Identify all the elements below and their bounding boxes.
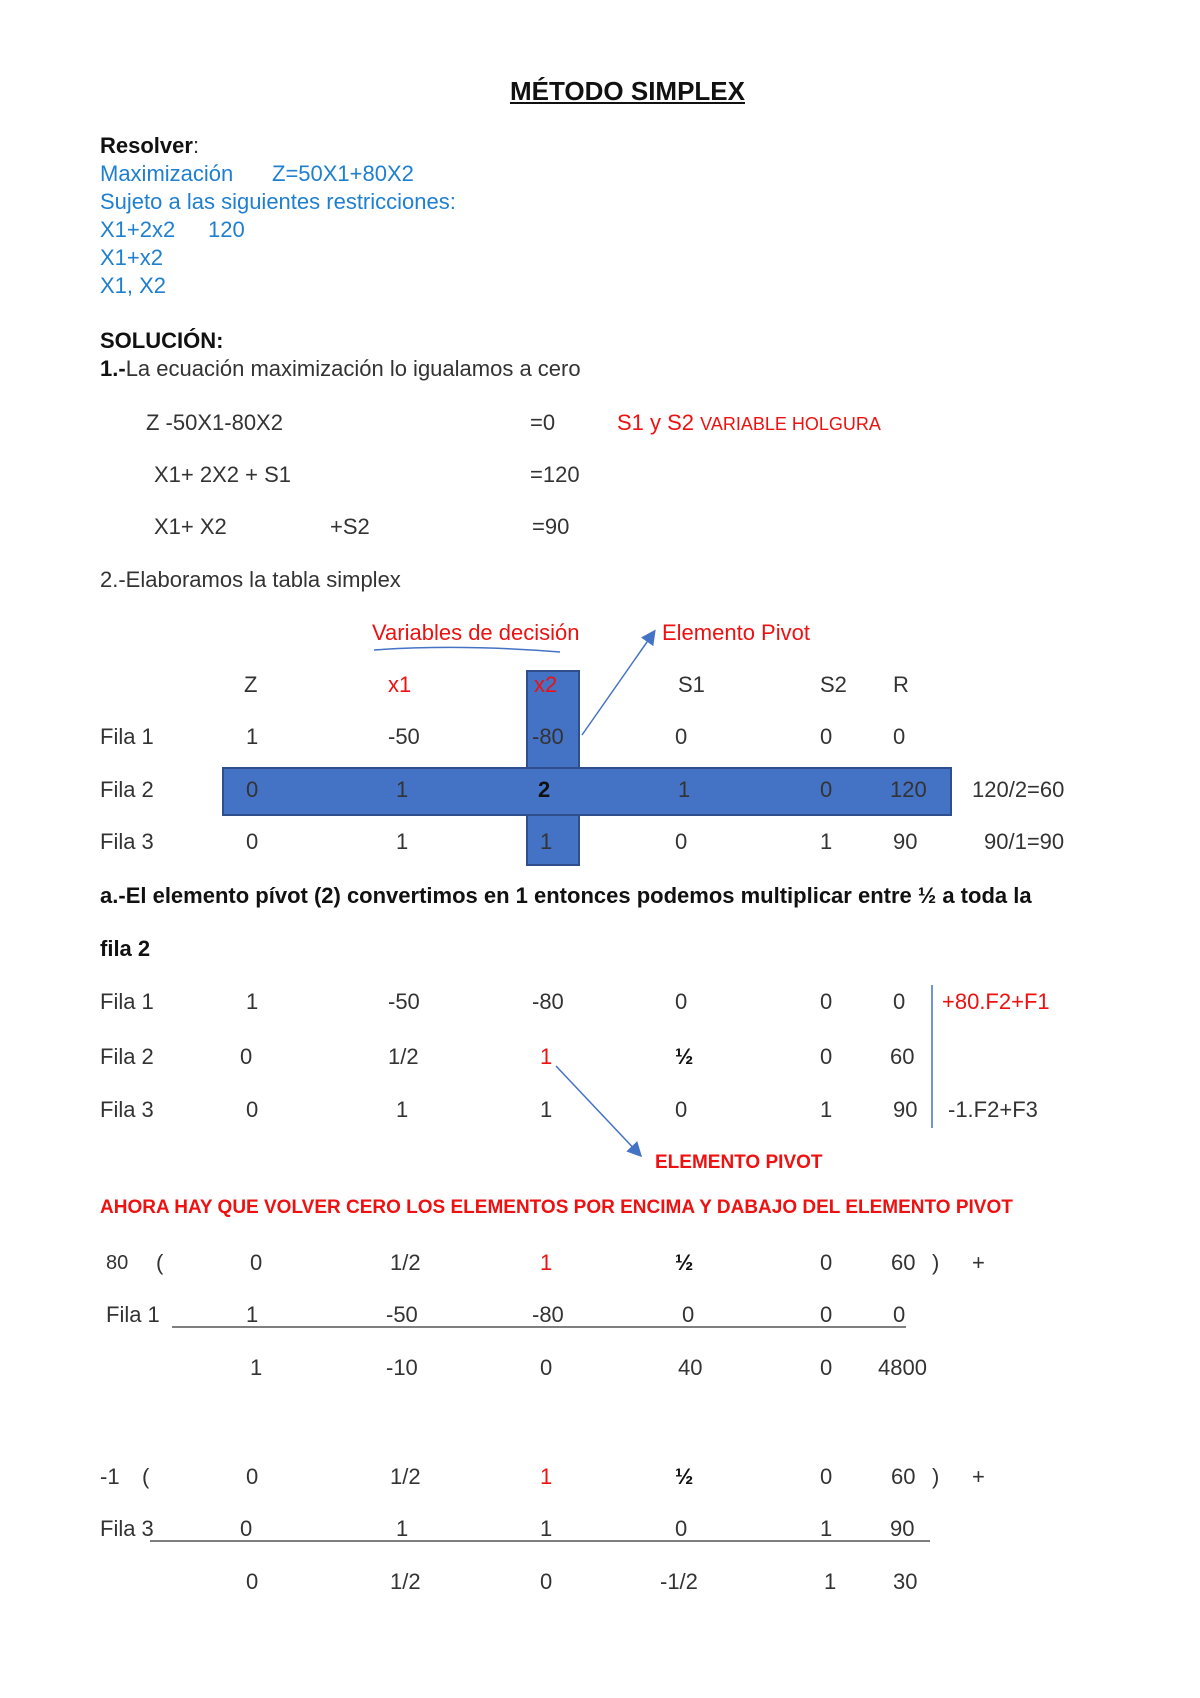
- plus-sign: +: [972, 1250, 985, 1275]
- table2-cell: 0: [675, 1097, 688, 1122]
- table1-cell: 1: [820, 829, 833, 854]
- multiplier: 80: [106, 1252, 129, 1274]
- table1-row-label: Fila 3: [100, 829, 154, 854]
- subject-to: Sujeto a las siguientes restricciones:: [100, 189, 456, 214]
- table1-cell: 1: [396, 829, 409, 854]
- result-cell: -1/2: [660, 1569, 698, 1594]
- pivot-element-caption: ELEMENTO PIVOT: [655, 1152, 823, 1173]
- table2-cell: 1: [246, 989, 259, 1014]
- result-cell: 40: [678, 1355, 703, 1380]
- open-paren: (: [142, 1464, 150, 1489]
- table2-cell: 1: [820, 1097, 833, 1122]
- result-cell: 30: [893, 1569, 918, 1594]
- op-cell: 0: [820, 1302, 833, 1327]
- table1-cell: -50: [388, 724, 420, 749]
- equation-3-slack: +S2: [330, 514, 370, 539]
- header-x2: x2: [534, 672, 558, 697]
- equation-2-lhs: X1+ 2X2 + S1: [154, 462, 291, 487]
- table2-cell: 0: [893, 989, 906, 1014]
- op-cell: 0: [240, 1516, 253, 1541]
- op-cell: ½: [675, 1464, 694, 1489]
- open-paren: (: [156, 1250, 164, 1275]
- op-cell: -80: [532, 1302, 564, 1327]
- result-cell: -10: [386, 1355, 418, 1380]
- table1-cell: 0: [675, 829, 688, 854]
- result-cell: 0: [246, 1569, 259, 1594]
- op-cell: ½: [675, 1250, 694, 1275]
- table1-cell: 90: [893, 829, 918, 854]
- op-cell: -50: [386, 1302, 418, 1327]
- decision-variables-underline: [374, 647, 560, 652]
- result-cell: 1/2: [390, 1569, 421, 1594]
- op-cell: 0: [250, 1250, 263, 1275]
- resolver-heading: Resolver:: [100, 133, 200, 158]
- header-r: R: [893, 672, 909, 697]
- table2-cell: ½: [675, 1044, 694, 1069]
- header-s1: S1: [678, 672, 705, 697]
- table1-cell: 1: [246, 724, 259, 749]
- step-2: 2.-Elaboramos la tabla simplex: [100, 567, 401, 592]
- header-z: Z: [244, 672, 258, 697]
- pivot-arrow: [582, 632, 654, 735]
- table1-cell: -80: [532, 724, 564, 749]
- table1-cell: 1: [678, 777, 691, 802]
- step-a: a.-El elemento pívot (2) convertimos en 1 entonces podemos multiplicar entre ½ a toda la: [100, 883, 1032, 908]
- op-cell: 60: [891, 1250, 916, 1275]
- op-cell: 1: [820, 1516, 833, 1541]
- table2-cell: 1/2: [388, 1044, 419, 1069]
- multiplier: -1: [100, 1464, 120, 1489]
- table2-cell: 0: [820, 989, 833, 1014]
- table1-cell: 0: [893, 724, 906, 749]
- op-cell: 90: [890, 1516, 915, 1541]
- constraint-1-rhs: 120: [208, 217, 245, 242]
- table1-cell: 0: [820, 724, 833, 749]
- result-cell: 4800: [878, 1355, 927, 1380]
- op-cell: 1: [540, 1464, 553, 1489]
- op-cell: 1/2: [390, 1250, 421, 1275]
- result-cell: 1: [250, 1355, 263, 1380]
- table2-cell: 60: [890, 1044, 915, 1069]
- op-cell: 1: [540, 1250, 553, 1275]
- op-cell: 0: [893, 1302, 906, 1327]
- pivot-element: 2: [538, 777, 551, 802]
- ratio-test: 90/1=90: [984, 829, 1065, 854]
- page-title: MÉTODO SIMPLEX: [510, 76, 745, 106]
- constraint-3: X1, X2: [100, 273, 167, 298]
- op-cell: 0: [820, 1250, 833, 1275]
- result-cell: 0: [540, 1569, 553, 1594]
- table1-cell: 120: [890, 777, 927, 802]
- result-cell: 0: [540, 1355, 553, 1380]
- table2-cell: 0: [246, 1097, 259, 1122]
- constraint-1-lhs: X1+2x2: [100, 217, 176, 242]
- equation-1-rhs: =0: [530, 410, 556, 435]
- table2-cell: 0: [240, 1044, 253, 1069]
- table1-cell: 0: [675, 724, 688, 749]
- table2-row-label: Fila 1: [100, 989, 154, 1014]
- op-cell: 0: [675, 1516, 688, 1541]
- close-paren: ): [932, 1250, 940, 1275]
- op-cell: 1: [396, 1516, 409, 1541]
- op-row-label: Fila 3: [100, 1516, 154, 1541]
- equation-3-rhs: =90: [532, 514, 570, 539]
- equation-2-rhs: =120: [530, 462, 580, 487]
- objective-label: Maximización: [100, 161, 234, 186]
- op-cell: 0: [820, 1464, 833, 1489]
- op-cell: 60: [891, 1464, 916, 1489]
- table2-cell: 1: [540, 1097, 553, 1122]
- table2-cell: 0: [820, 1044, 833, 1069]
- result-cell: 0: [820, 1355, 833, 1380]
- table2-cell: 0: [675, 989, 688, 1014]
- decision-variables-label: Variables de decisión: [372, 620, 580, 645]
- table1-row-label: Fila 1: [100, 724, 154, 749]
- table2-cell: 90: [893, 1097, 918, 1122]
- instruction: AHORA HAY QUE VOLVER CERO LOS ELEMENTOS POR ENCIMA Y DABAJO DEL ELEMENTO PIVOT: [100, 1197, 1013, 1218]
- op-cell: 0: [246, 1464, 259, 1489]
- row-operation: +80.F2+F1: [942, 989, 1050, 1014]
- slack-note: S1 y S2 VARIABLE HOLGURA: [617, 410, 881, 435]
- row-operation: -1.F2+F3: [948, 1097, 1038, 1122]
- op-row-label: Fila 1: [106, 1302, 160, 1327]
- equation-1-lhs: Z -50X1-80X2: [146, 410, 283, 435]
- table2-cell: -80: [532, 989, 564, 1014]
- plus-sign: +: [972, 1464, 985, 1489]
- table1-cell: 0: [820, 777, 833, 802]
- op-cell: 1: [540, 1516, 553, 1541]
- table2-cell: -50: [388, 989, 420, 1014]
- table1-cell: 1: [540, 829, 553, 854]
- ratio-test: 120/2=60: [972, 777, 1065, 802]
- new-pivot-element: 1: [540, 1044, 553, 1069]
- solution-heading: SOLUCIÓN:: [100, 328, 224, 353]
- op-cell: 0: [682, 1302, 695, 1327]
- op-cell: 1/2: [390, 1464, 421, 1489]
- new-pivot-arrow: [556, 1066, 640, 1155]
- pivot-element-label: Elemento Pivot: [662, 620, 810, 645]
- step-a-line2: fila 2: [100, 936, 151, 961]
- header-x1: x1: [388, 672, 412, 697]
- table1-cell: 0: [246, 777, 259, 802]
- result-cell: 1: [824, 1569, 837, 1594]
- table2-cell: 1: [396, 1097, 409, 1122]
- constraint-2: X1+x2: [100, 245, 163, 270]
- objective-function: Z=50X1+80X2: [272, 161, 414, 186]
- equation-3-lhs: X1+ X2: [154, 514, 227, 539]
- close-paren: ): [932, 1464, 940, 1489]
- table1-cell: 0: [246, 829, 259, 854]
- step-1: 1.-La ecuación maximización lo igualamos a cero: [100, 356, 581, 381]
- table1-cell: 1: [396, 777, 409, 802]
- table2-row-label: Fila 2: [100, 1044, 154, 1069]
- table1-row-label: Fila 2: [100, 777, 154, 802]
- table2-row-label: Fila 3: [100, 1097, 154, 1122]
- header-s2: S2: [820, 672, 847, 697]
- op-cell: 1: [246, 1302, 259, 1327]
